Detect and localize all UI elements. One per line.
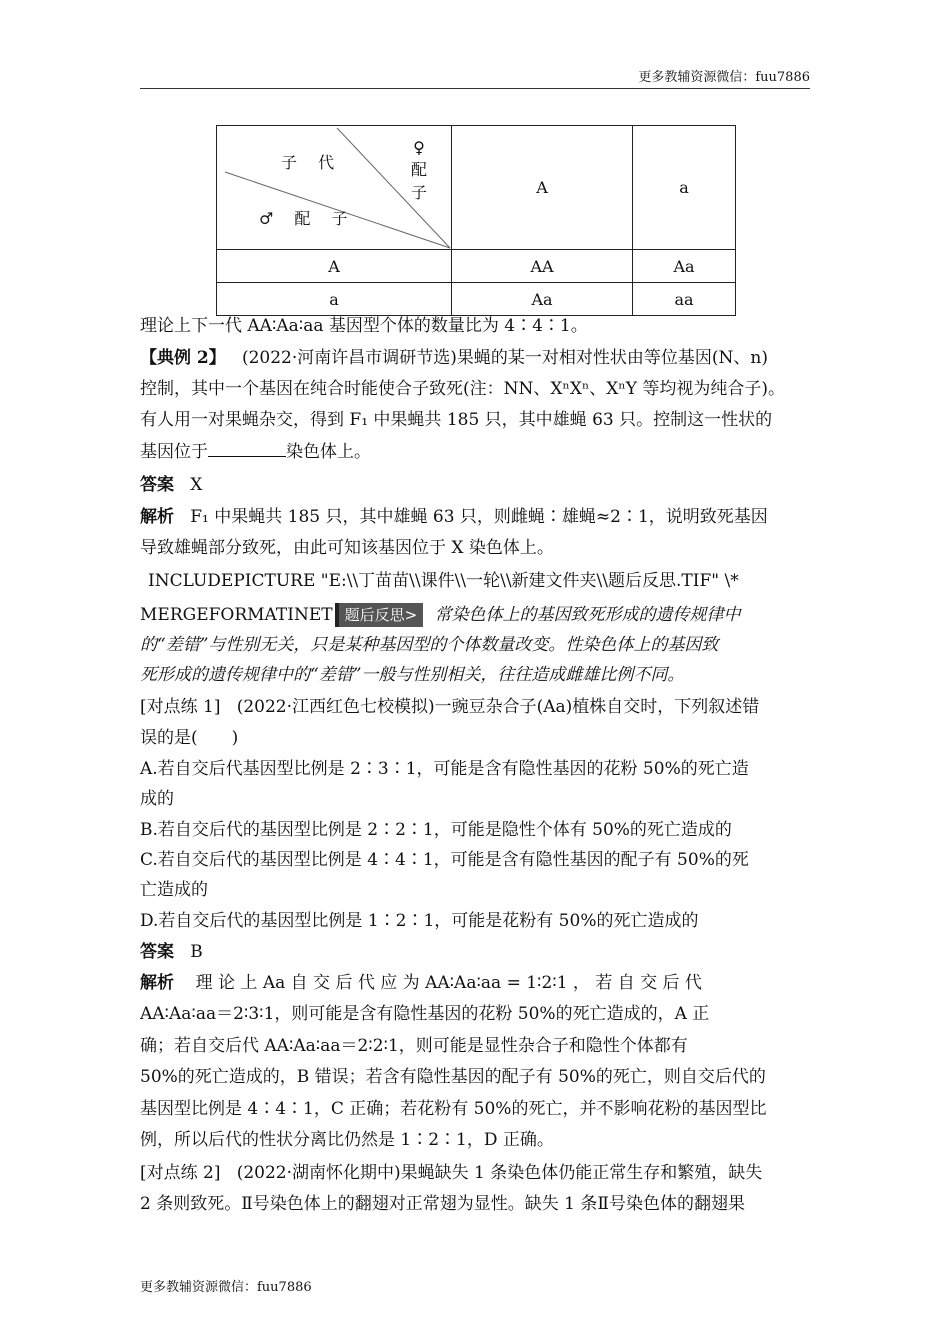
corner-male-gamete: ♂ 配 子 — [259, 209, 356, 228]
answer-blank — [208, 440, 286, 457]
answer-1-label: 答案 — [140, 475, 174, 495]
option-c-line-1: C.若自交后代的基因型比例是 4∶4∶1，可能是含有隐性基因的配子有 50%的死 — [140, 850, 749, 870]
example-2-line-4b: 染色体上。 — [286, 442, 371, 462]
analysis-1-line-1: F₁ 中果蝇共 185 只，其中雄蝇 63 只，则雌蝇∶雄蝇≈2∶1，说明致死基因 — [190, 507, 768, 527]
cell-r2-c2: aa — [633, 283, 736, 316]
reflection-badge: 题后反思> — [335, 603, 424, 627]
practice-2-tag: [对点练 2] — [140, 1163, 221, 1183]
option-a-line-1: A.若自交后代基因型比例是 2∶3∶1，可能是含有隐性基因的花粉 50%的死亡造 — [140, 759, 749, 779]
cell-r1-c2: Aa — [633, 250, 736, 283]
corner-offspring: 子 代 — [281, 153, 343, 172]
example-2-line-3: 有人用一对果蝇杂交，得到 F₁ 中果蝇共 185 只，其中雄蝇 63 只。控制这一性状的 — [140, 410, 773, 430]
practice-2-line-2: 2 条则致死。Ⅱ号染色体上的翻翅对正常翅为显性。缺失 1 条Ⅱ号染色体的翻翅果 — [140, 1194, 745, 1214]
include-picture-line-2: MERGEFORMATINET — [140, 605, 333, 625]
analysis-2-label: 解析 — [140, 973, 174, 993]
analysis-1-label: 解析 — [140, 507, 174, 527]
header-text: 更多教辅资源微信：fuu7886 — [638, 70, 810, 85]
ratio-line: 理论上下一代 AA∶Aa∶aa 基因型个体的数量比为 4∶4∶1。 — [140, 316, 588, 336]
option-b: B.若自交后代的基因型比例是 2∶2∶1，可能是隐性个体有 50%的死亡造成的 — [140, 820, 732, 840]
practice-1-line-1: (2022·江西红色七校模拟)一豌豆杂合子(Aa)植株自交时，下列叙述错 — [236, 697, 760, 717]
footer-text: 更多教辅资源微信：fuu7886 — [140, 1280, 312, 1295]
cell-r2-c1: Aa — [452, 283, 633, 316]
analysis-2-line-5: 基因型比例是 4∶4∶1，C 正确；若花粉有 50%的死亡，并不影响花粉的基因型比 — [140, 1099, 767, 1119]
row-header-1: A — [217, 250, 452, 283]
answer-2-label: 答案 — [140, 942, 174, 962]
answer-2-value: B — [190, 942, 203, 962]
header-divider — [140, 88, 810, 89]
practice-1-tag: [对点练 1] — [140, 697, 221, 717]
include-picture-line-1: INCLUDEPICTURE "E:\\丁苗苗\\课件\\一轮\\新建文件夹\\题后反思.TIF" \* — [148, 571, 739, 591]
col-header-2: a — [633, 126, 736, 250]
option-c-line-2: 亡造成的 — [140, 880, 208, 900]
cell-r1-c1: AA — [452, 250, 633, 283]
example-2-line-1: (2022·河南许昌市调研节选)果蝇的某一对相对性状由等位基因(N、n) — [241, 348, 768, 368]
analysis-1-line-2: 导致雄蝇部分致死，由此可知该基因位于 X 染色体上。 — [140, 538, 554, 558]
reflection-line-3: 死形成的遗传规律中的“差错”一般与性别相关，往往造成雌雄比例不同。 — [140, 665, 685, 685]
analysis-2-line-2: AA∶Aa∶aa＝2∶3∶1，则可能是含有隐性基因的花粉 50%的死亡造成的，A 正 — [140, 1004, 710, 1024]
punnett-table — [216, 125, 736, 316]
practice-2-line-1: (2022·湖南怀化期中)果蝇缺失 1 条染色体仍能正常生存和繁殖，缺失 — [236, 1163, 763, 1183]
row-header-2: a — [217, 283, 452, 316]
corner-female-gamete: ♀ 配 子 — [410, 138, 435, 202]
option-d: D.若自交后代的基因型比例是 1∶2∶1，可能是花粉有 50%的死亡造成的 — [140, 911, 699, 931]
example-2-line-4a: 基因位于 — [140, 442, 208, 462]
analysis-2-line-4: 50%的死亡造成的，B 错误；若含有隐性基因的配子有 50%的死亡，则自交后代的 — [140, 1067, 766, 1087]
reflection-line-2: 的“差错”与性别无关，只是某种基因型的个体数量改变。性染色体上的基因致 — [140, 635, 719, 655]
option-a-line-2: 成的 — [140, 789, 174, 809]
analysis-2-line-3: 确；若自交后代 AA∶Aa∶aa＝2∶2∶1，则可能是显性杂合子和隐性个体都有 — [140, 1036, 688, 1056]
practice-1-line-2: 误的是( ) — [140, 728, 239, 748]
punnett-corner-cell — [217, 126, 452, 250]
analysis-2-line-1: 理 论 上 Aa 自 交 后 代 应 为 AA∶Aa∶aa = 1∶2∶1 ， 若 自 交 后 代 — [195, 973, 702, 993]
analysis-2-line-6: 例，所以后代的性状分离比仍然是 1∶2∶1，D 正确。 — [140, 1130, 554, 1150]
answer-1-value: X — [190, 475, 203, 495]
col-header-1: A — [452, 126, 633, 250]
example-2-line-2: 控制，其中一个基因在纯合时能使合子致死(注：NN、XⁿXⁿ、XⁿY 等均视为纯合子)。 — [140, 379, 786, 399]
example-2-tag: 【典例 2】 — [140, 348, 226, 368]
reflection-line-1: 常染色体上的基因致死形成的遗传规律中 — [434, 605, 741, 625]
